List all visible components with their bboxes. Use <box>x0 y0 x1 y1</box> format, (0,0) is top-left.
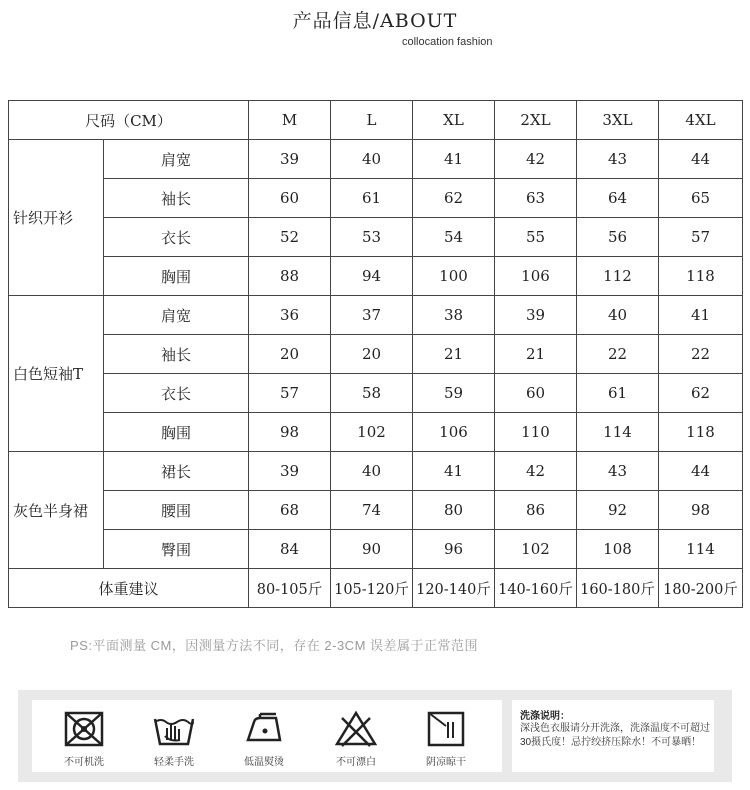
measurement-value: 80 <box>413 491 495 530</box>
measurement-value: 42 <box>495 452 577 491</box>
measurement-value: 63 <box>495 179 577 218</box>
care-panel <box>18 690 732 782</box>
measurement-value: 92 <box>577 491 659 530</box>
weight-value: 105-120斤 <box>331 569 413 608</box>
table-row <box>9 218 743 257</box>
measurement-value: 61 <box>331 179 413 218</box>
measurement-label: 臀围 <box>104 530 249 569</box>
measurement-value: 36 <box>249 296 331 335</box>
measurement-value: 40 <box>331 452 413 491</box>
measurement-value: 62 <box>659 374 743 413</box>
no-bleach-icon <box>334 710 378 748</box>
measurement-value: 55 <box>495 218 577 257</box>
measurement-value: 68 <box>249 491 331 530</box>
measurement-value: 108 <box>577 530 659 569</box>
page-subtitle: collocation fashion <box>402 36 493 48</box>
measurement-value: 37 <box>331 296 413 335</box>
measurement-value: 40 <box>331 140 413 179</box>
measurement-value: 44 <box>659 140 743 179</box>
measurement-value: 54 <box>413 218 495 257</box>
measurement-value: 100 <box>413 257 495 296</box>
measurement-value: 86 <box>495 491 577 530</box>
size-col-header: L <box>331 101 413 140</box>
table-row <box>9 452 743 491</box>
measurement-value: 44 <box>659 452 743 491</box>
measurement-label: 袖长 <box>104 179 249 218</box>
size-col-header: M <box>249 101 331 140</box>
measurement-value: 41 <box>413 140 495 179</box>
measurement-value: 64 <box>577 179 659 218</box>
no-machine-wash-icon <box>62 710 106 748</box>
measurement-value: 106 <box>495 257 577 296</box>
measurement-value: 112 <box>577 257 659 296</box>
weight-label: 体重建议 <box>9 569 249 608</box>
care-item-low-temp-iron <box>232 710 296 768</box>
measurement-value: 90 <box>331 530 413 569</box>
size-table <box>8 100 743 608</box>
table-row <box>9 257 743 296</box>
measurement-value: 43 <box>577 140 659 179</box>
measurement-value: 110 <box>495 413 577 452</box>
measurement-label: 衣长 <box>104 374 249 413</box>
measurement-value: 53 <box>331 218 413 257</box>
table-row <box>9 530 743 569</box>
measurement-value: 20 <box>331 335 413 374</box>
garment-name: 灰色半身裙 <box>9 452 104 569</box>
measurement-value: 38 <box>413 296 495 335</box>
measurement-value: 84 <box>249 530 331 569</box>
measurement-value: 102 <box>331 413 413 452</box>
measurement-value: 98 <box>659 491 743 530</box>
measurement-value: 22 <box>659 335 743 374</box>
measurement-value: 102 <box>495 530 577 569</box>
low-temp-iron-icon <box>242 710 286 748</box>
measurement-value: 59 <box>413 374 495 413</box>
table-row <box>9 413 743 452</box>
size-col-header: 3XL <box>577 101 659 140</box>
measurement-label: 腰围 <box>104 491 249 530</box>
measurement-value: 94 <box>331 257 413 296</box>
measurement-value: 118 <box>659 257 743 296</box>
garment-name: 针织开衫 <box>9 140 104 296</box>
measurement-value: 40 <box>577 296 659 335</box>
weight-value: 80-105斤 <box>249 569 331 608</box>
measurement-value: 39 <box>249 452 331 491</box>
wash-instructions <box>512 700 714 772</box>
size-col-header: XL <box>413 101 495 140</box>
measurement-value: 41 <box>659 296 743 335</box>
size-col-header: 4XL <box>659 101 743 140</box>
care-label: 不可漂白 <box>336 757 376 768</box>
measurement-value: 56 <box>577 218 659 257</box>
care-icons <box>32 700 502 772</box>
care-label: 不可机洗 <box>64 757 104 768</box>
wash-instructions-title: 洗涤说明： <box>520 711 570 722</box>
measurement-value: 60 <box>495 374 577 413</box>
measurement-value: 43 <box>577 452 659 491</box>
page-title: 产品信息/ABOUT <box>292 10 458 32</box>
shade-dry-icon <box>424 710 468 748</box>
care-label: 轻柔手洗 <box>154 757 194 768</box>
measurement-value: 57 <box>659 218 743 257</box>
measurement-value: 65 <box>659 179 743 218</box>
garment-name: 白色短袖T <box>9 296 104 452</box>
size-header-row <box>9 101 743 140</box>
measurement-value: 42 <box>495 140 577 179</box>
measurement-value: 61 <box>577 374 659 413</box>
measurement-value: 96 <box>413 530 495 569</box>
measurement-label: 胸围 <box>104 257 249 296</box>
care-item-hand-wash <box>142 710 206 768</box>
measurement-value: 88 <box>249 257 331 296</box>
measurement-value: 60 <box>249 179 331 218</box>
measurement-label: 袖长 <box>104 335 249 374</box>
measurement-value: 58 <box>331 374 413 413</box>
measurement-value: 74 <box>331 491 413 530</box>
weight-value: 120-140斤 <box>413 569 495 608</box>
measurement-value: 118 <box>659 413 743 452</box>
care-label: 低温熨烫 <box>244 757 284 768</box>
measurement-value: 20 <box>249 335 331 374</box>
weight-row <box>9 569 743 608</box>
measurement-label: 肩宽 <box>104 140 249 179</box>
measurement-label: 肩宽 <box>104 296 249 335</box>
care-item-shade-dry <box>414 710 478 768</box>
measurement-value: 114 <box>659 530 743 569</box>
table-row <box>9 374 743 413</box>
weight-value: 160-180斤 <box>577 569 659 608</box>
size-header-label: 尺码（CM） <box>9 101 249 140</box>
measurement-value: 52 <box>249 218 331 257</box>
measurement-label: 衣长 <box>104 218 249 257</box>
hand-wash-icon <box>152 710 196 748</box>
table-row <box>9 335 743 374</box>
measurement-value: 39 <box>249 140 331 179</box>
measurement-label: 裙长 <box>104 452 249 491</box>
measurement-value: 22 <box>577 335 659 374</box>
measurement-value: 106 <box>413 413 495 452</box>
table-row <box>9 140 743 179</box>
size-col-header: 2XL <box>495 101 577 140</box>
measurement-value: 21 <box>495 335 577 374</box>
measurement-value: 21 <box>413 335 495 374</box>
care-label: 阴凉晾干 <box>426 757 466 768</box>
measurement-value: 39 <box>495 296 577 335</box>
wash-instructions-text: 深浅色衣服请分开洗涤，洗涤温度不可超过30摄氏度！忌拧绞挤压除水！不可暴晒！ <box>520 723 710 748</box>
care-item-no-bleach <box>324 710 388 768</box>
measurement-value: 62 <box>413 179 495 218</box>
measurement-value: 41 <box>413 452 495 491</box>
table-row <box>9 491 743 530</box>
care-item-no-machine-wash <box>52 710 116 768</box>
measurement-value: 98 <box>249 413 331 452</box>
measurement-value: 57 <box>249 374 331 413</box>
measurement-label: 胸围 <box>104 413 249 452</box>
table-row <box>9 179 743 218</box>
weight-value: 180-200斤 <box>659 569 743 608</box>
table-row <box>9 296 743 335</box>
measurement-note: PS:平面测量 CM，因测量方法不同，存在 2-3CM 误差属于正常范围 <box>70 638 479 653</box>
measurement-value: 114 <box>577 413 659 452</box>
weight-value: 140-160斤 <box>495 569 577 608</box>
